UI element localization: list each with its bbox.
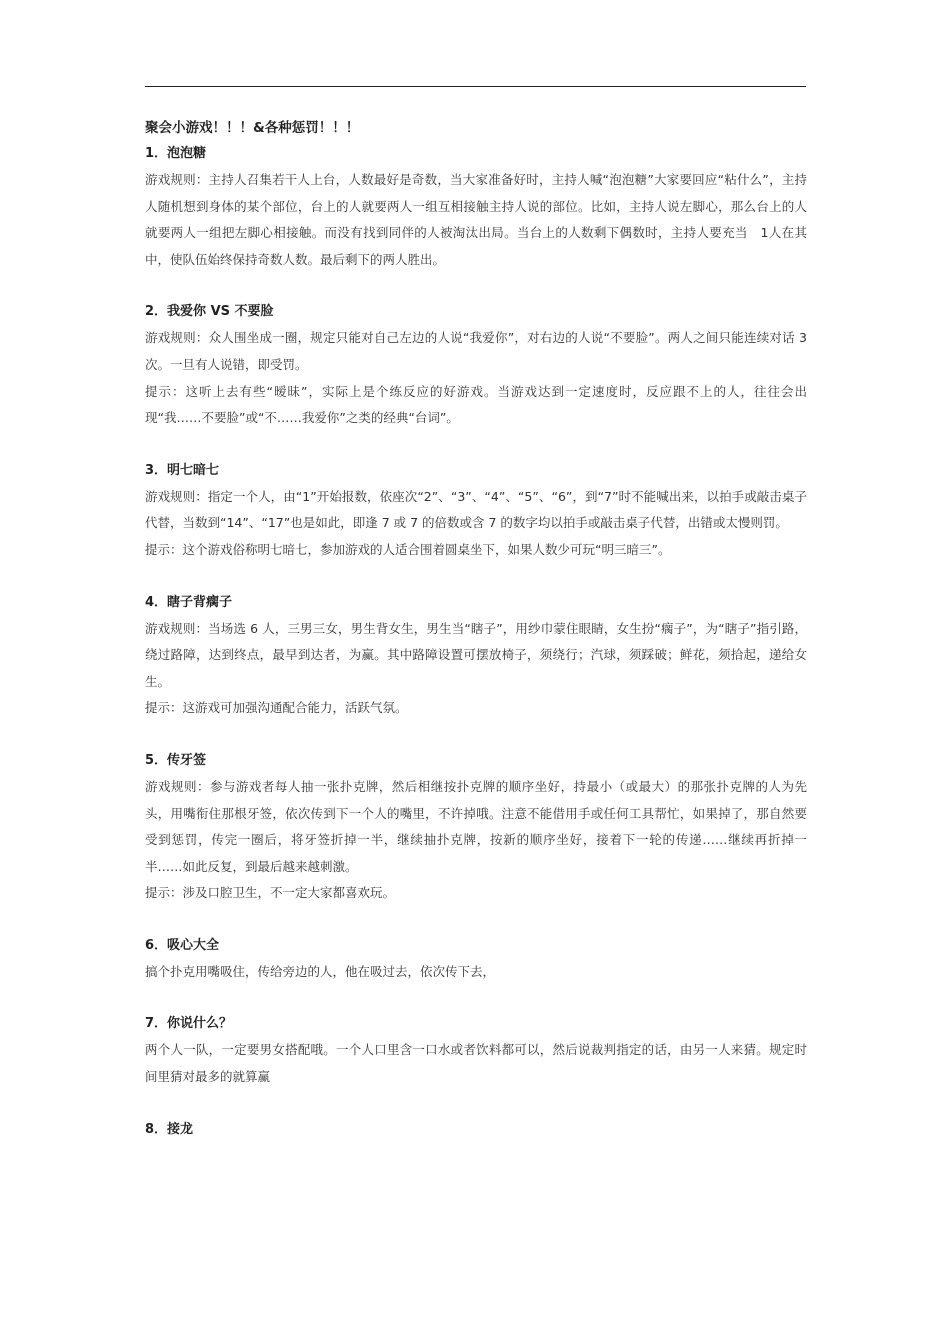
section-5: [145, 747, 807, 907]
section-7: [145, 1010, 807, 1090]
section-paragraph: 提示：这游戏可加强沟通配合能力，活跃气氛。: [145, 700, 408, 716]
section-heading: 5．传牙签: [145, 752, 207, 768]
document-title: 聚会小游戏！！！&各种惩罚！！！: [145, 120, 360, 136]
section-paragraph: 游戏规则：指定一个人，由“1”开始报数，依座次“2”、“3”、“4”、“5”、“6”，到“7”时不能喊出来，以拍手或敲击桌子代替，当数到“14”、“17”也是如此，即逢 7 或 7 的倍数或含 7 的数字均以拍手或敲击桌子代替，出错或太慢则罚。: [145, 488, 807, 531]
section-paragraph: 提示：涉及口腔卫生，不一定大家都喜欢玩。: [145, 885, 396, 901]
section-spacer: [145, 1091, 807, 1116]
section-heading: 1．泡泡糖: [145, 146, 207, 161]
section-heading: 8．接龙: [145, 1121, 194, 1137]
section-spacer: [145, 985, 807, 1010]
section-3: [145, 457, 807, 564]
section-heading: 7．你说什么？: [145, 1016, 233, 1032]
section-heading: 2．我爱你 VS 不要脸: [145, 304, 274, 320]
section-paragraph: 提示：这个游戏俗称明七暗七，参加游戏的人适合围着圆桌坐下，如果人数少可玩“明三暗三”。: [145, 541, 671, 557]
section-paragraph: 游戏规则：众人围坐成一圈，规定只能对自己左边的人说“我爱你”，对右边的人说“不要脸”。两人之间只能连续对话 3 次。一旦有人说错，即受罚。: [145, 330, 807, 372]
section-paragraph: 提示：这听上去有些“暧昧”，实际上是个练反应的好游戏。当游戏达到一定速度时，反应跟不上的人，往往会出现“我……不要脸”或“不……我爱你”之类的经典“台词”。: [145, 383, 807, 426]
section-6: [145, 932, 807, 986]
section-paragraph: 搞个扑克用嘴吸住，传给旁边的人，他在吸过去，依次传下去，: [145, 963, 496, 979]
section-1: [145, 140, 807, 273]
section-paragraph: 游戏规则：当场选 6 人，三男三女，男生背女生，男生当“瞎子”，用纱巾蒙住眼睛，女生扮“瘸子”，为“瞎子”指引路，绕过路障，达到终点，最早到达者，为赢。其中路障设置可摆放椅子，须绕行；汽球，须踩破；鲜花，须拾起，递给女生。: [145, 620, 807, 689]
section-paragraph: 游戏规则：主持人召集若干人上台，人数最好是奇数，当大家准备好时，主持人喊“泡泡糖”大家要回应“粘什么”，主持人随机想到身体的某个部位，台上的人就要两人一组互相接触主持人说的部位。比如，主持人说左脚心，那么台上的人就要两人一组把左脚心相接触。而没有找到同伴的人被淘汰出局。当台上的人数剩下偶数时，主持人要充当 1人在其中，使队伍始终保持奇数人数。最后剩下的两人胜出。: [145, 172, 807, 267]
section-spacer: [145, 907, 807, 932]
section-heading: 6．吸心大全: [145, 937, 220, 953]
document-body: [145, 116, 807, 1143]
section-spacer: [145, 432, 807, 457]
section-paragraph: 游戏规则：参与游戏者每人抽一张扑克牌，然后相继按扑克牌的顺序坐好，持最小（或最大）的那张扑克牌的人为先头，用嘴衔住那根牙签，依次传到下一个人的嘴里，不许掉哦。注意不能借用手或任何工具帮忙，如果掉了，那自然要受到惩罚，传完一圈后，将牙签折掉一半，继续抽扑克牌，按新的顺序坐好，接着下一轮的传递……继续再折掉一半……如此反复，到最后越来越刺激。: [145, 778, 807, 874]
section-heading: 4．瞎子背瘸子: [145, 594, 233, 610]
header-rule: [145, 86, 806, 87]
section-spacer: [145, 273, 807, 298]
section-4: [145, 589, 807, 722]
section-heading: 3．明七暗七: [145, 462, 220, 478]
section-spacer: [145, 722, 807, 747]
section-2: [145, 298, 807, 431]
section-spacer: [145, 564, 807, 589]
section-paragraph: 两个人一队，一定要男女搭配哦。一个人口里含一口水或者饮料都可以，然后说裁判指定的话，由另一人来猜。规定时间里猜对最多的就算赢: [145, 1042, 807, 1085]
section-8: [145, 1116, 807, 1143]
